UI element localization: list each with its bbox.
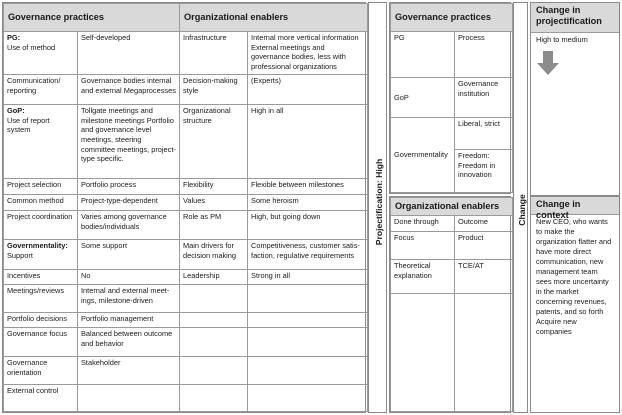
practice-value: Varies among governance bodies/individuals [78, 211, 180, 240]
practice-value: Project-type-dependent [78, 195, 180, 211]
theoretical-explanation-value: TCE/AT [455, 260, 513, 294]
practice-value: Self-developed [78, 32, 180, 75]
practice-label-cell [4, 211, 78, 240]
practice-label: Governance orientation [7, 358, 48, 377]
practice-label: Use of report system [7, 115, 50, 135]
enabler-value [248, 385, 368, 412]
enabler-value: Internal more vertical information External meetings and governance bodies, less with professional organizations [248, 32, 368, 75]
table-row [4, 270, 368, 285]
empty-cell [391, 294, 455, 412]
enabler-value: Some heroism [248, 195, 368, 211]
focus-value: Product [455, 232, 513, 260]
done-through-label: Done through [391, 216, 455, 232]
right-governance-panel [389, 2, 511, 194]
table-row [4, 285, 368, 313]
practice-value: Balanced between outcome and behavior [78, 328, 180, 357]
empty-cell [455, 294, 513, 412]
enabler-value [248, 328, 368, 357]
practice-label: Support [7, 250, 33, 260]
practice-label: External control [7, 386, 59, 395]
practice-label: Portfolio decisions [7, 314, 67, 323]
theoretical-explanation-label: Theoretical explanation [391, 260, 455, 294]
enabler-label [180, 385, 248, 412]
practice-label: Communication/ reporting [7, 76, 61, 95]
governmentality-value-1: Liberal, strict [455, 118, 513, 150]
arrow-down-icon [537, 51, 559, 75]
practice-value: Some support [78, 240, 180, 270]
left-table-panel [2, 2, 366, 413]
done-through-value: Outcome [455, 216, 513, 232]
practice-label: Project selection [7, 180, 62, 189]
change-context-body [531, 215, 619, 339]
enabler-label: Role as PM [180, 211, 248, 240]
enabler-value [248, 285, 368, 313]
projectification-label: Projectification: High [374, 158, 384, 246]
practice-label-cell [4, 105, 78, 179]
change-label: Change [517, 194, 527, 226]
enabler-label [180, 328, 248, 357]
header-organizational-enablers-right: Organizational enablers [391, 198, 513, 216]
practice-value: Stakeholder [78, 357, 180, 385]
enabler-value: Competitiveness, customer satis-faction, regulative requirements [248, 240, 368, 270]
gop-value: Governance institution [455, 78, 513, 118]
practice-value [78, 385, 180, 412]
enabler-label: Organizational structure [180, 105, 248, 179]
enabler-value: High, but going down [248, 211, 368, 240]
practice-label: Project coordination [7, 212, 73, 221]
change-context-text-2: Acquire new companies [536, 316, 577, 336]
enabler-label: Values [180, 195, 248, 211]
practice-category: GoP: [7, 106, 25, 115]
right-enablers-table [390, 197, 513, 412]
projectification-column [368, 2, 387, 413]
change-context-header: Change in context [531, 197, 619, 215]
enabler-value [248, 313, 368, 328]
practice-value: Governance bodies internal and external Megaprocesses [78, 75, 180, 105]
enabler-label [180, 357, 248, 385]
table-row [4, 105, 368, 179]
practice-label-cell [4, 195, 78, 211]
practice-label-cell [4, 32, 78, 75]
practice-value: Internal and external meet-ings, milestone-driven [78, 285, 180, 313]
practice-label-cell [4, 240, 78, 270]
left-table [3, 3, 368, 412]
table-row [4, 211, 368, 240]
change-projectification-panel [530, 2, 620, 196]
practice-label-cell [4, 75, 78, 105]
table-row [4, 75, 368, 105]
table-row [4, 32, 368, 75]
change-projectification-header: Change in projectification [531, 3, 619, 33]
practice-label: Use of method [7, 42, 56, 52]
practice-label-cell [4, 285, 78, 313]
table-row [4, 313, 368, 328]
enabler-label: Main drivers for decision making [180, 240, 248, 270]
enabler-label: Infrastructure [180, 32, 248, 75]
right-enablers-panel [389, 196, 511, 413]
practice-label-cell [4, 313, 78, 328]
header-organizational-enablers: Organizational enablers [180, 4, 368, 32]
enabler-label: Decision-making style [180, 75, 248, 105]
enabler-value: Flexible between milestones [248, 179, 368, 195]
practice-label-cell [4, 357, 78, 385]
governmentality-label: Governmentality [391, 118, 455, 193]
practice-label-cell [4, 179, 78, 195]
practice-label-cell [4, 328, 78, 357]
practice-label: Meetings/reviews [7, 286, 65, 295]
table-row [4, 357, 368, 385]
change-context-panel [530, 196, 620, 413]
table-row [4, 328, 368, 357]
enabler-label: Leadership [180, 270, 248, 285]
gop-label: GoP [391, 78, 455, 118]
pg-label: PG [391, 32, 455, 78]
practice-label: Incentives [7, 271, 41, 280]
table-row [4, 385, 368, 412]
practice-value: Portfolio process [78, 179, 180, 195]
practice-category: Governmentality: [7, 241, 68, 250]
enabler-label: Flexibility [180, 179, 248, 195]
practice-category: PG: [7, 33, 21, 42]
change-context-text: New CEO, who wants to make the organization flatter and have more direct communication, new management team sees more uncertainty in the market concerning revenues, patents, and so forth [536, 217, 612, 316]
enabler-value [248, 357, 368, 385]
change-column [513, 2, 528, 413]
governmentality-value-2: Freedom: Freedom in innovation [455, 150, 513, 193]
enabler-value: High in all [248, 105, 368, 179]
table-row [4, 179, 368, 195]
practice-value: Tollgate meetings and milestone meetings Portfolio and governance level meetings, steering committee meetings, project-type specific. [78, 105, 180, 179]
table-row [4, 240, 368, 270]
header-governance-practices: Governance practices [4, 4, 180, 32]
pg-value: Process [455, 32, 513, 78]
practice-value: No [78, 270, 180, 285]
practice-value: Portfolio management [78, 313, 180, 328]
enabler-value: Strong in all [248, 270, 368, 285]
practice-label: Governance focus [7, 329, 67, 338]
practice-label-cell [4, 385, 78, 412]
enabler-label [180, 285, 248, 313]
enabler-label [180, 313, 248, 328]
right-governance-table [390, 3, 513, 193]
practice-label-cell [4, 270, 78, 285]
practice-label: Common method [7, 196, 64, 205]
change-projectification-body: High to medium [536, 35, 588, 44]
header-governance-practices-right: Governance practices [391, 4, 513, 32]
focus-label: Focus [391, 232, 455, 260]
enabler-value: (Experts) [248, 75, 368, 105]
table-row [4, 195, 368, 211]
